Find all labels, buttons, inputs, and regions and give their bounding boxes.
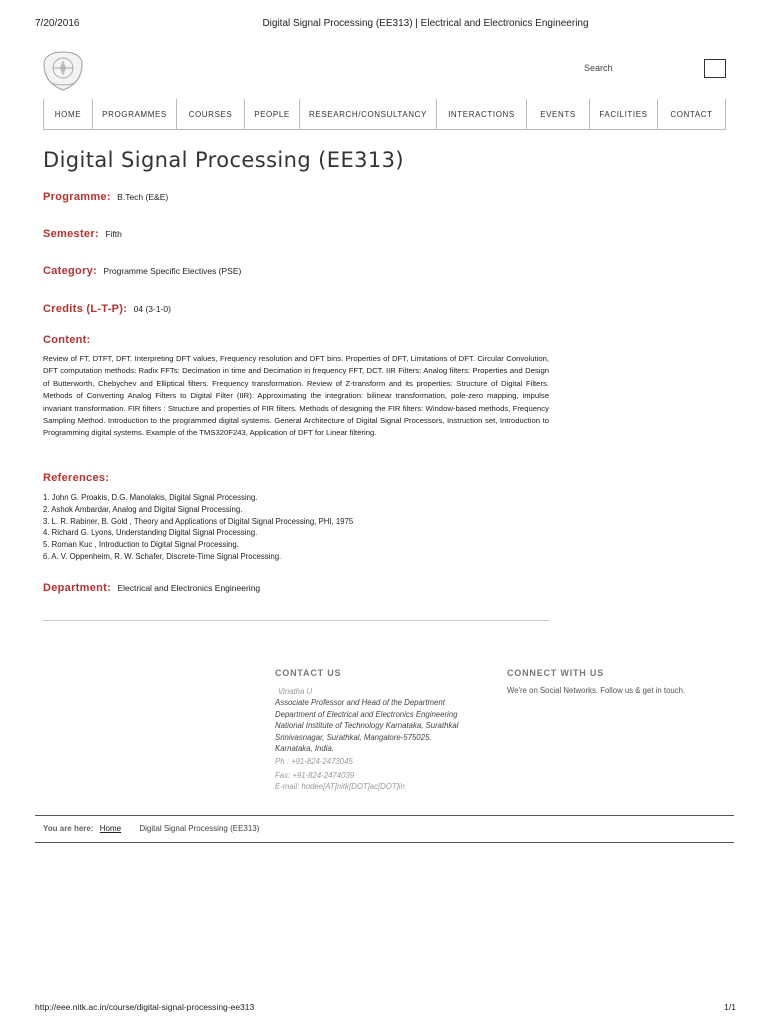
- institute-crest-icon[interactable]: [40, 50, 86, 92]
- contact-phone: Ph : +91-824-2473045: [275, 757, 353, 767]
- nav-item-interactions[interactable]: INTERACTIONS: [437, 99, 527, 129]
- print-footer: [35, 1002, 736, 1012]
- nav-item-research-consultancy[interactable]: RESEARCH/CONSULTANCY: [300, 99, 437, 129]
- semester-value: Fifth: [105, 229, 122, 239]
- contact-name: Vinatha U: [278, 687, 313, 696]
- references-list: [43, 492, 353, 563]
- page-title: Digital Signal Processing (EE313): [43, 148, 404, 172]
- connect-heading: CONNECT WITH US: [507, 668, 604, 678]
- content-heading: Content:: [43, 334, 91, 346]
- credits-label: Credits (L-T-P):: [43, 303, 128, 315]
- semester-field: [43, 228, 122, 240]
- connect-text: We're on Social Networks. Follow us & get in touch.: [507, 686, 686, 695]
- contact-line: National Institute of Technology Karnataka, Surathkal: [275, 721, 459, 731]
- reference-item: 6. A. V. Oppenheim, R. W. Schafer, Discrete-Time Signal Processing.: [43, 551, 282, 561]
- print-date: 7/20/2016: [35, 18, 80, 29]
- content-divider: [43, 620, 549, 621]
- references-heading: References:: [43, 472, 110, 484]
- contact-fax: Fax: +91-824-2474039: [275, 770, 355, 780]
- nav-item-events[interactable]: EVENTS: [527, 99, 590, 129]
- programme-value: B.Tech (E&E): [117, 192, 169, 202]
- credits-field: [43, 303, 171, 315]
- contact-heading: CONTACT US: [275, 668, 342, 678]
- nav-item-home[interactable]: HOME: [43, 99, 93, 129]
- nav-item-programmes[interactable]: PROGRAMMES: [93, 99, 177, 129]
- contact-line: Srinivasnagar, Surathkal, Mangalore-575025.: [275, 732, 432, 742]
- contact-email[interactable]: E-mail: hodee[AT]nitk[DOT]ac[DOT]in: [275, 782, 405, 792]
- contact-block: [275, 686, 459, 793]
- breadcrumb: [43, 824, 259, 833]
- programme-label: Programme:: [43, 191, 111, 203]
- contact-line: Karnataka, India.: [275, 744, 334, 754]
- nav-item-people[interactable]: PEOPLE: [245, 99, 300, 129]
- breadcrumb-divider-top: [35, 815, 734, 816]
- nav-item-contact[interactable]: CONTACT: [658, 99, 726, 129]
- department-label: Department:: [43, 582, 112, 594]
- reference-item: 3. L. R. Rabiner, B. Gold , Theory and Applications of Digital Signal Processing, PHI, 1975: [43, 516, 354, 526]
- category-field: [43, 265, 241, 277]
- nav-item-facilities[interactable]: FACILITIES: [590, 99, 658, 129]
- breadcrumb-home-link[interactable]: Home: [99, 824, 122, 833]
- department-value: Electrical and Electronics Engineering: [117, 583, 261, 593]
- search-label: Search: [584, 63, 613, 73]
- print-url: http://eee.nitk.ac.in/course/digital-signal-processing-ee313: [35, 1002, 255, 1012]
- reference-item: 4. Richard G. Lyons, Understanding Digital Signal Processing.: [43, 528, 258, 538]
- main-nav: [43, 99, 726, 130]
- category-value: Programme Specific Electives (PSE): [103, 266, 242, 276]
- search-input[interactable]: [704, 59, 726, 78]
- department-field: [43, 582, 260, 594]
- breadcrumb-current: Digital Signal Processing (EE313): [139, 824, 260, 833]
- contact-line: Associate Professor and Head of the Department: [275, 698, 445, 708]
- breadcrumb-divider-bottom: [35, 842, 734, 843]
- print-title: Digital Signal Processing (EE313) | Electrical and Electronics Engineering: [262, 18, 589, 29]
- print-page-number: 1/1: [724, 1002, 736, 1012]
- contact-line: Department of Electrical and Electronics Engineering: [275, 709, 458, 719]
- programme-field: [43, 191, 168, 203]
- category-label: Category:: [43, 265, 98, 277]
- reference-item: 1. John G. Proakis, D.G. Manolakis, Digital Signal Processing.: [43, 493, 258, 502]
- print-header: [35, 18, 736, 29]
- nav-item-courses[interactable]: COURSES: [177, 99, 245, 129]
- content-text: Review of FT, DTFT, DFT. Interpreting DFT values, Frequency resolution and DFT bins. Properties of DFT, Limitations of DFT. Circular Convolution, DFT computation methods: Radix FFTs: Decimation in time and Decimation in frequency FFT, DCT. IIR Filters: Analog filters: Properties and Design of Butterworth, Chebychev and Elliptical filters. Frequency transformation. Review of Z-transform and its properties: Structure of Digital Filters. Methods of Converting Analog Filters to Digital Filter (IIR): Approximating the integration: bilinear transformation, pole-zero mapping, impulse invariant transformation. FIR filters : Structure and properties of FIR filters. Methods of designing the FIR filters: Window-based methods, Frequency Sampling Method. Introduction to the programmed digital systems. General Architecture of Digital Signal Processors, Instruction set, Introduction to Programming digital systems. Example of the TMS320F243, Application of DFT for Linear filtering.: [43, 354, 549, 438]
- reference-item: 5. Roman Kuc , Introduction to Digital Signal Processing.: [43, 540, 239, 550]
- semester-label: Semester:: [43, 228, 99, 240]
- breadcrumb-prefix: You are here:: [43, 824, 94, 833]
- reference-item: 2. Ashok Ambardar, Analog and Digital Signal Processing.: [43, 504, 243, 514]
- credits-value: 04 (3-1-0): [133, 304, 171, 314]
